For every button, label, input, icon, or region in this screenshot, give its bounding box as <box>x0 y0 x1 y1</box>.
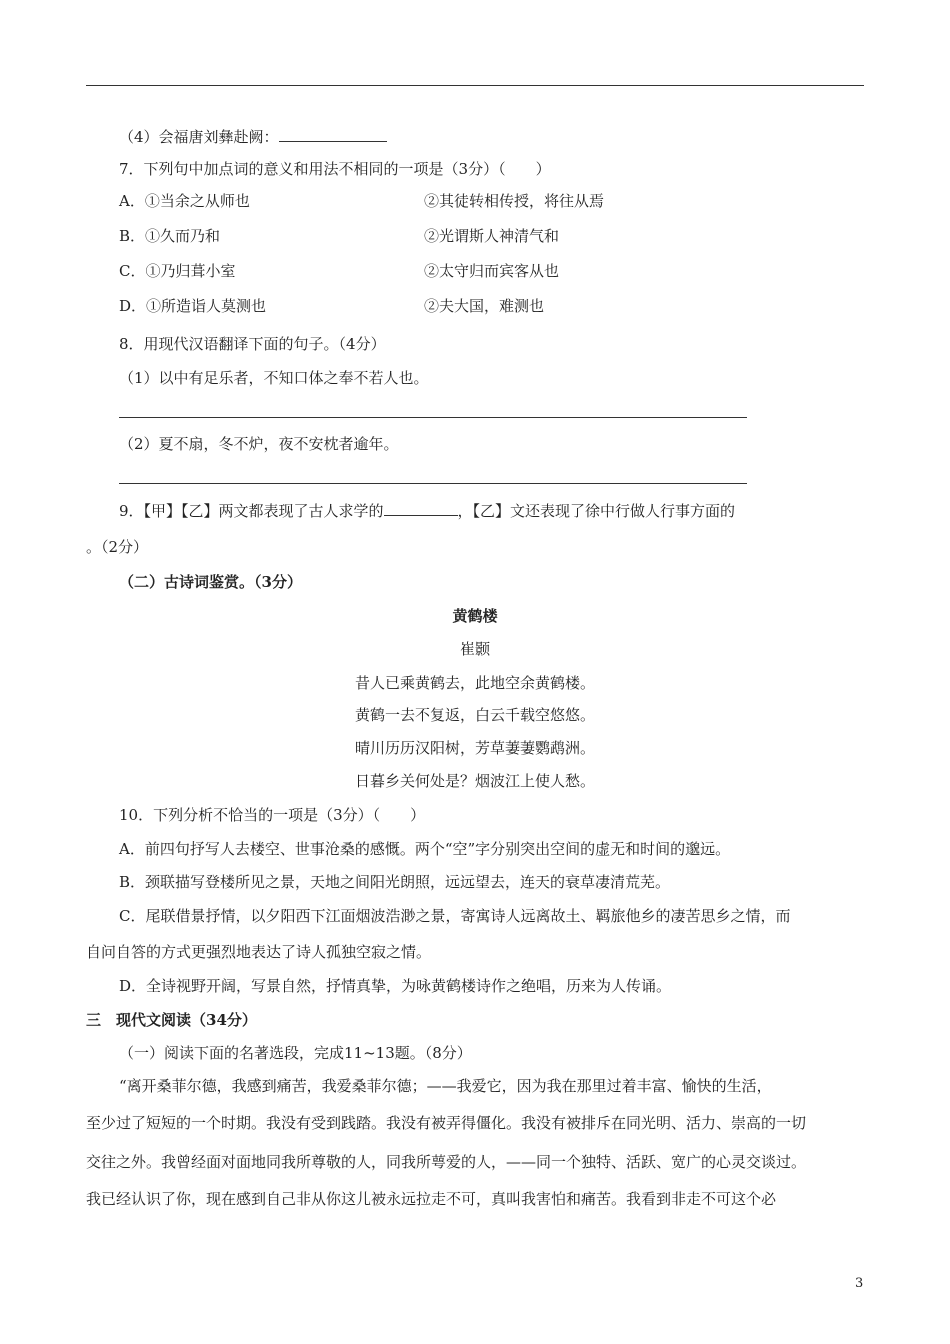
page-number: 3 <box>855 1276 864 1291</box>
q9-blank[interactable] <box>384 501 458 516</box>
passage-line-1: “离开桑菲尔德，我感到痛苦，我爱桑菲尔德；——我爱它，因为我在那里过着丰富、愉快的生活， <box>119 1077 772 1095</box>
poem-line-2: 黄鹤一去不复返，白云千载空悠悠。 <box>354 706 595 724</box>
q8-sentence-1: （1）以中有足乐者，不知口体之奉不若人也。 <box>119 369 429 387</box>
q10-option-a: A．前四句抒写人去楼空、世事沧桑的感慨。两个“空”字分别突出空间的虚无和时间的邈远。 <box>119 840 731 858</box>
q10-option-c-line-1: C．尾联借景抒情，以夕阳西下江面烟波浩渺之景，寄寓诗人远离故土、羁旅他乡的凄苦思乡之情，而 <box>119 907 791 925</box>
q8-answer-line-2[interactable] <box>119 483 747 484</box>
passage-line-3: 交往之外。我曾经面对面地同我所尊敬的人，同我所萼爱的人，——同一个独特、活跃、宽广的心灵交谈过。 <box>86 1153 807 1171</box>
q9-score: 。（2分） <box>86 538 149 556</box>
q6-item-4-text: （4）会福唐刘彝赴阙： <box>119 128 279 146</box>
poem-author: 崔颢 <box>459 640 490 658</box>
q7-option-a: A．①当余之从师也 ②其徒转相传授，将往从焉 <box>119 192 605 210</box>
passage-line-2: 至少过了短短的一个时期。我没有受到践踏。我没有被弄得僵化。我没有被排斥在同光明、活力、崇高的一切 <box>86 1114 807 1132</box>
q8-sentence-2: （2）夏不扇，冬不炉，夜不安枕者逾年。 <box>119 435 399 453</box>
q10-option-d: D．全诗视野开阔，写景自然，抒情真挚，为咏黄鹤楼诗作之绝唱，历来为人传诵。 <box>119 977 672 995</box>
q7-stem: 7．下列句中加点词的意义和用法不相同的一项是（3分）（ ） <box>119 160 551 178</box>
q10-option-c-line-2: 自问自答的方式更强烈地表达了诗人孤独空寂之情。 <box>86 943 432 961</box>
poem-line-1: 昔人已乘黄鹤去，此地空余黄鹤楼。 <box>354 674 595 692</box>
q9-stem: 9．【甲】【乙】两文都表现了古人求学的 ，【乙】文还表现了徐中行做人行事方面的 <box>119 502 736 520</box>
poem-line-4: 日暮乡关何处是？烟波江上使人愁。 <box>354 772 595 790</box>
passage-line-4: 我已经认识了你，现在感到自己非从你这儿被永远拉走不可，真叫我害怕和痛苦。我看到非走不可这个必 <box>86 1190 777 1208</box>
q8-stem: 8．用现代汉语翻译下面的句子。（4分） <box>119 335 386 353</box>
q10-option-b: B．颈联描写登楼所见之景，天地之间阳光朗照，远远望去，连天的衰草凄清荒芜。 <box>119 873 671 891</box>
answer-blank[interactable] <box>279 127 387 142</box>
q6-item-4 <box>119 127 387 147</box>
header-rule <box>86 85 864 86</box>
section-modern-reading-sub: （一）阅读下面的名著选段，完成11~13题。（8分） <box>119 1044 472 1062</box>
q7-option-d: D．①所造诣人莫测也 ②夫大国，难测也 <box>119 297 545 315</box>
poem-line-3: 晴川历历汉阳树，芳草萋萋鹦鹉洲。 <box>354 739 595 757</box>
poem-title: 黄鹤楼 <box>452 607 498 625</box>
q8-answer-line-1[interactable] <box>119 417 747 418</box>
section-poetry-title: （二）古诗词鉴赏。（3分） <box>119 573 302 591</box>
q10-stem: 10．下列分析不恰当的一项是（3分）（ ） <box>119 806 426 824</box>
q7-option-c: C．①乃归葺小室 ②太守归而宾客从也 <box>119 262 560 280</box>
section-modern-reading-title: 三 现代文阅读（34分） <box>86 1011 257 1029</box>
q7-option-b: B．①久而乃和 ②光谓斯人神清气和 <box>119 227 560 245</box>
